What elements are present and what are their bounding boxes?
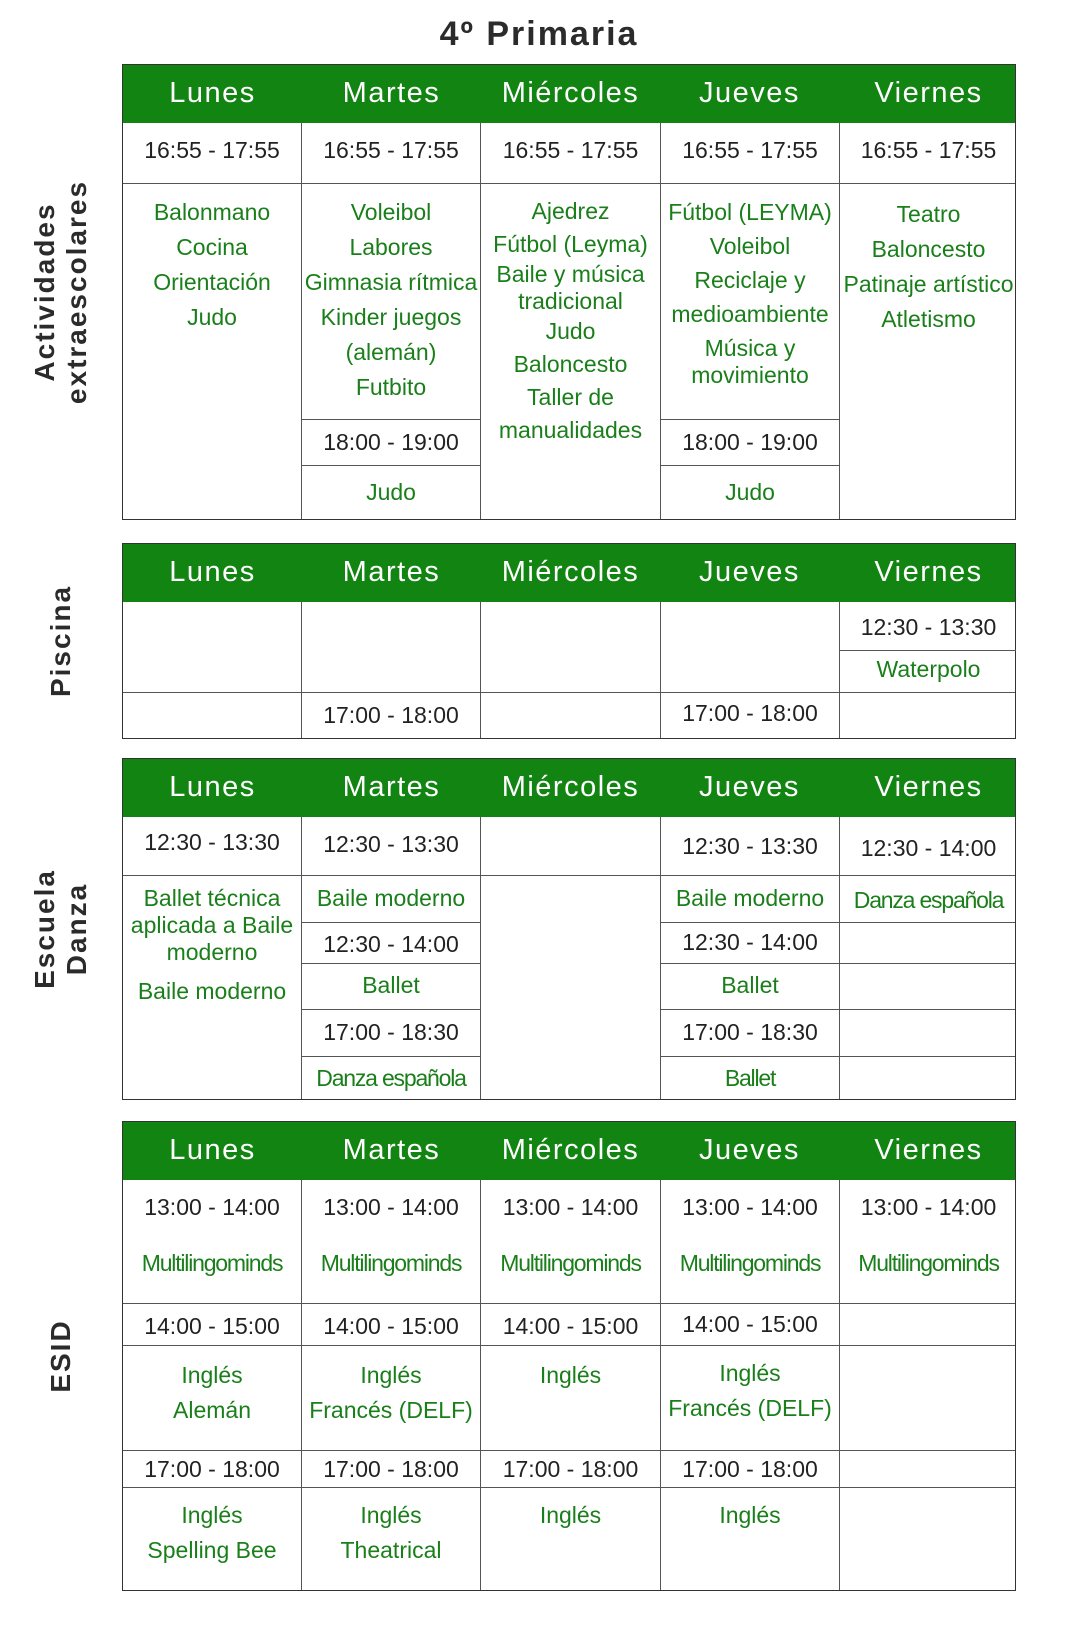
act2-jueves: [661, 1356, 839, 1426]
time-viernes: 16:55 - 17:55: [860, 137, 997, 163]
list-item: Atletismo: [881, 306, 976, 332]
list-item: (alemán): [345, 339, 437, 365]
list-item: Inglés: [719, 1502, 781, 1528]
day-header-row: [123, 1122, 1015, 1180]
section-label-danza: [0, 758, 122, 1100]
act2-miercoles: [481, 1358, 660, 1393]
time2-martes: 14:00 - 15:00: [323, 1313, 459, 1339]
piscina-table: [122, 543, 1016, 739]
list-item: Baile y música: [496, 261, 645, 287]
day-header-row: [123, 759, 1015, 817]
time-lunes: 16:55 - 17:55: [144, 137, 280, 163]
activity-martes-2: Ballet: [362, 972, 420, 998]
time3-jueves: 17:00 - 18:00: [682, 1456, 818, 1482]
activity-jueves-late: Judo: [725, 479, 775, 505]
act3-miercoles: [481, 1498, 660, 1533]
activity-jueves-3: Ballet: [724, 1065, 776, 1091]
day-header-miercoles: Miércoles: [501, 77, 640, 109]
list-item: Voleibol: [709, 233, 791, 259]
day-header-lunes: Lunes: [169, 1134, 256, 1166]
list-item: Inglés: [360, 1362, 422, 1388]
list-item: Inglés: [360, 1502, 422, 1528]
time1-lunes: 13:00 - 14:00: [144, 1194, 280, 1220]
list-item: Baile moderno: [137, 978, 287, 1004]
activity-list-miercoles: [481, 195, 660, 447]
act1-jueves: Multilingominds: [679, 1250, 821, 1276]
day-header-lunes: Lunes: [169, 556, 256, 588]
time-martes-1: 12:30 - 13:30: [323, 831, 459, 857]
day-header-miercoles: Miércoles: [501, 556, 640, 588]
day-header-miercoles: Miércoles: [501, 1134, 640, 1166]
act3-lunes: [123, 1498, 301, 1568]
activity-jueves-2: Ballet: [721, 972, 779, 998]
day-header-martes: Martes: [342, 556, 441, 588]
day-header-row: [123, 544, 1015, 602]
day-header-viernes: Viernes: [874, 556, 983, 588]
list-item: Reciclaje y: [694, 267, 806, 293]
time-jueves-1: 12:30 - 13:30: [682, 833, 818, 859]
list-item: Kinder juegos: [320, 304, 462, 330]
time-martes-2: 12:30 - 14:00: [323, 931, 459, 957]
time-jueves-late: 18:00 - 19:00: [682, 429, 818, 455]
section-label-line2: Danza: [61, 882, 92, 976]
list-item: Patinaje artístico: [843, 271, 1014, 297]
time1-viernes: 13:00 - 14:00: [860, 1194, 997, 1220]
list-item: tradicional: [518, 288, 623, 314]
day-header-martes: Martes: [342, 1134, 441, 1166]
list-item: Música y: [704, 335, 796, 361]
day-header-jueves: Jueves: [699, 556, 800, 588]
time-martes-late: 18:00 - 19:00: [323, 429, 459, 455]
list-item: Fútbol (Leyma): [493, 231, 648, 257]
activity-list-viernes: [840, 197, 1017, 337]
day-header-lunes: Lunes: [169, 77, 256, 109]
day-header-jueves: Jueves: [699, 1134, 800, 1166]
day-header-miercoles: Miércoles: [501, 771, 640, 803]
act2-lunes: [123, 1358, 301, 1428]
time2-miercoles: 14:00 - 15:00: [502, 1313, 639, 1339]
time-miercoles: 16:55 - 17:55: [502, 137, 639, 163]
list-item: Taller de: [527, 384, 614, 410]
act3-jueves: [661, 1498, 839, 1533]
day-header-martes: Martes: [342, 771, 441, 803]
activity-jueves-1: Baile moderno: [675, 885, 825, 911]
list-item: Francés (DELF): [309, 1397, 473, 1423]
activity-list-martes: [302, 195, 480, 405]
section-label-line1: Escuela: [29, 869, 60, 989]
activity-lunes: [123, 885, 301, 1005]
activity-list-jueves: [661, 195, 839, 389]
activity-list-lunes: [123, 195, 301, 335]
time-martes-3: 17:00 - 18:30: [323, 1019, 459, 1045]
day-header-viernes: Viernes: [874, 1134, 983, 1166]
time1-jueves: 13:00 - 14:00: [682, 1194, 818, 1220]
list-item: Orientación: [153, 269, 271, 295]
list-item: Inglés: [719, 1360, 781, 1386]
list-item: Inglés: [539, 1502, 602, 1528]
act3-martes: [302, 1498, 480, 1568]
list-item: Baloncesto: [871, 236, 986, 262]
act1-martes: Multilingominds: [320, 1250, 462, 1276]
time-viernes: 12:30 - 14:00: [860, 835, 997, 861]
day-header-viernes: Viernes: [874, 771, 983, 803]
section-label-extraescolares: [0, 64, 122, 520]
time-martes: 16:55 - 17:55: [323, 137, 459, 163]
list-item: Futbito: [355, 374, 427, 400]
list-item: Gimnasia rítmica: [304, 269, 478, 295]
time3-martes: 17:00 - 18:00: [323, 1456, 459, 1482]
list-item: Judo: [187, 304, 237, 330]
list-item: Theatrical: [340, 1537, 442, 1563]
day-header-row: [123, 65, 1015, 123]
list-item: aplicada a Baile: [130, 912, 294, 938]
esid-table: [122, 1121, 1016, 1591]
activity-viernes: Danza española: [853, 887, 1004, 913]
time-jueves-2: 12:30 - 14:00: [682, 929, 818, 955]
day-header-jueves: Jueves: [699, 77, 800, 109]
time-jueves-3: 17:00 - 18:30: [682, 1019, 818, 1045]
list-item: Fútbol (LEYMA): [668, 199, 832, 225]
act1-lunes: Multilingominds: [141, 1250, 283, 1276]
time-jueves: 17:00 - 18:00: [682, 700, 818, 726]
activity-viernes: Waterpolo: [876, 656, 981, 682]
act2-martes: [302, 1358, 480, 1428]
list-item: Cocina: [176, 234, 248, 260]
section-label-esid: [0, 1121, 122, 1591]
list-item: Balonmano: [153, 199, 271, 225]
list-item: Inglés: [181, 1502, 243, 1528]
list-item: movimiento: [691, 362, 809, 388]
day-header-viernes: Viernes: [874, 77, 983, 109]
time2-lunes: 14:00 - 15:00: [144, 1313, 280, 1339]
section-label: ESID: [45, 1319, 76, 1393]
section-label-piscina: [0, 543, 122, 739]
list-item: Judo: [545, 318, 596, 344]
page-title: 4º Primaria: [439, 15, 639, 53]
list-item: manualidades: [498, 417, 643, 443]
time-jueves: 16:55 - 17:55: [682, 137, 818, 163]
list-item: medioambiente: [671, 301, 829, 327]
day-header-jueves: Jueves: [699, 771, 800, 803]
list-item: Voleibol: [350, 199, 432, 225]
section-label: Piscina: [45, 584, 76, 698]
section-label-line1: Actividades: [29, 202, 60, 382]
list-item: moderno: [166, 939, 258, 965]
time1-martes: 13:00 - 14:00: [323, 1194, 459, 1220]
activity-martes-late: Judo: [366, 479, 416, 505]
time-viernes: 12:30 - 13:30: [860, 614, 997, 640]
time3-lunes: 17:00 - 18:00: [144, 1456, 280, 1482]
day-header-lunes: Lunes: [169, 771, 256, 803]
time-martes: 17:00 - 18:00: [323, 702, 459, 728]
list-item: Baloncesto: [513, 351, 628, 377]
list-item: Inglés: [181, 1362, 243, 1388]
danza-table: [122, 758, 1016, 1100]
time1-miercoles: 13:00 - 14:00: [502, 1194, 639, 1220]
list-item: Ballet técnica: [143, 885, 281, 911]
list-item: Alemán: [173, 1397, 251, 1423]
list-item: Spelling Bee: [147, 1537, 277, 1563]
time2-jueves: 14:00 - 15:00: [682, 1311, 818, 1337]
section-label-line2: extraescolares: [61, 179, 92, 405]
list-item: Inglés: [539, 1362, 602, 1388]
act1-miercoles: Multilingominds: [500, 1250, 641, 1276]
list-item: Ajedrez: [531, 198, 610, 224]
activity-martes-1: Baile moderno: [316, 885, 466, 911]
list-item: Teatro: [896, 201, 961, 227]
time3-miercoles: 17:00 - 18:00: [502, 1456, 639, 1482]
list-item: Francés (DELF): [668, 1395, 832, 1421]
act1-viernes: Multilingominds: [858, 1250, 999, 1276]
activity-martes-3: Danza española: [316, 1065, 466, 1091]
list-item: Labores: [349, 234, 433, 260]
extraescolares-table: [122, 64, 1016, 520]
day-header-martes: Martes: [342, 77, 441, 109]
time-lunes: 12:30 - 13:30: [144, 829, 280, 855]
